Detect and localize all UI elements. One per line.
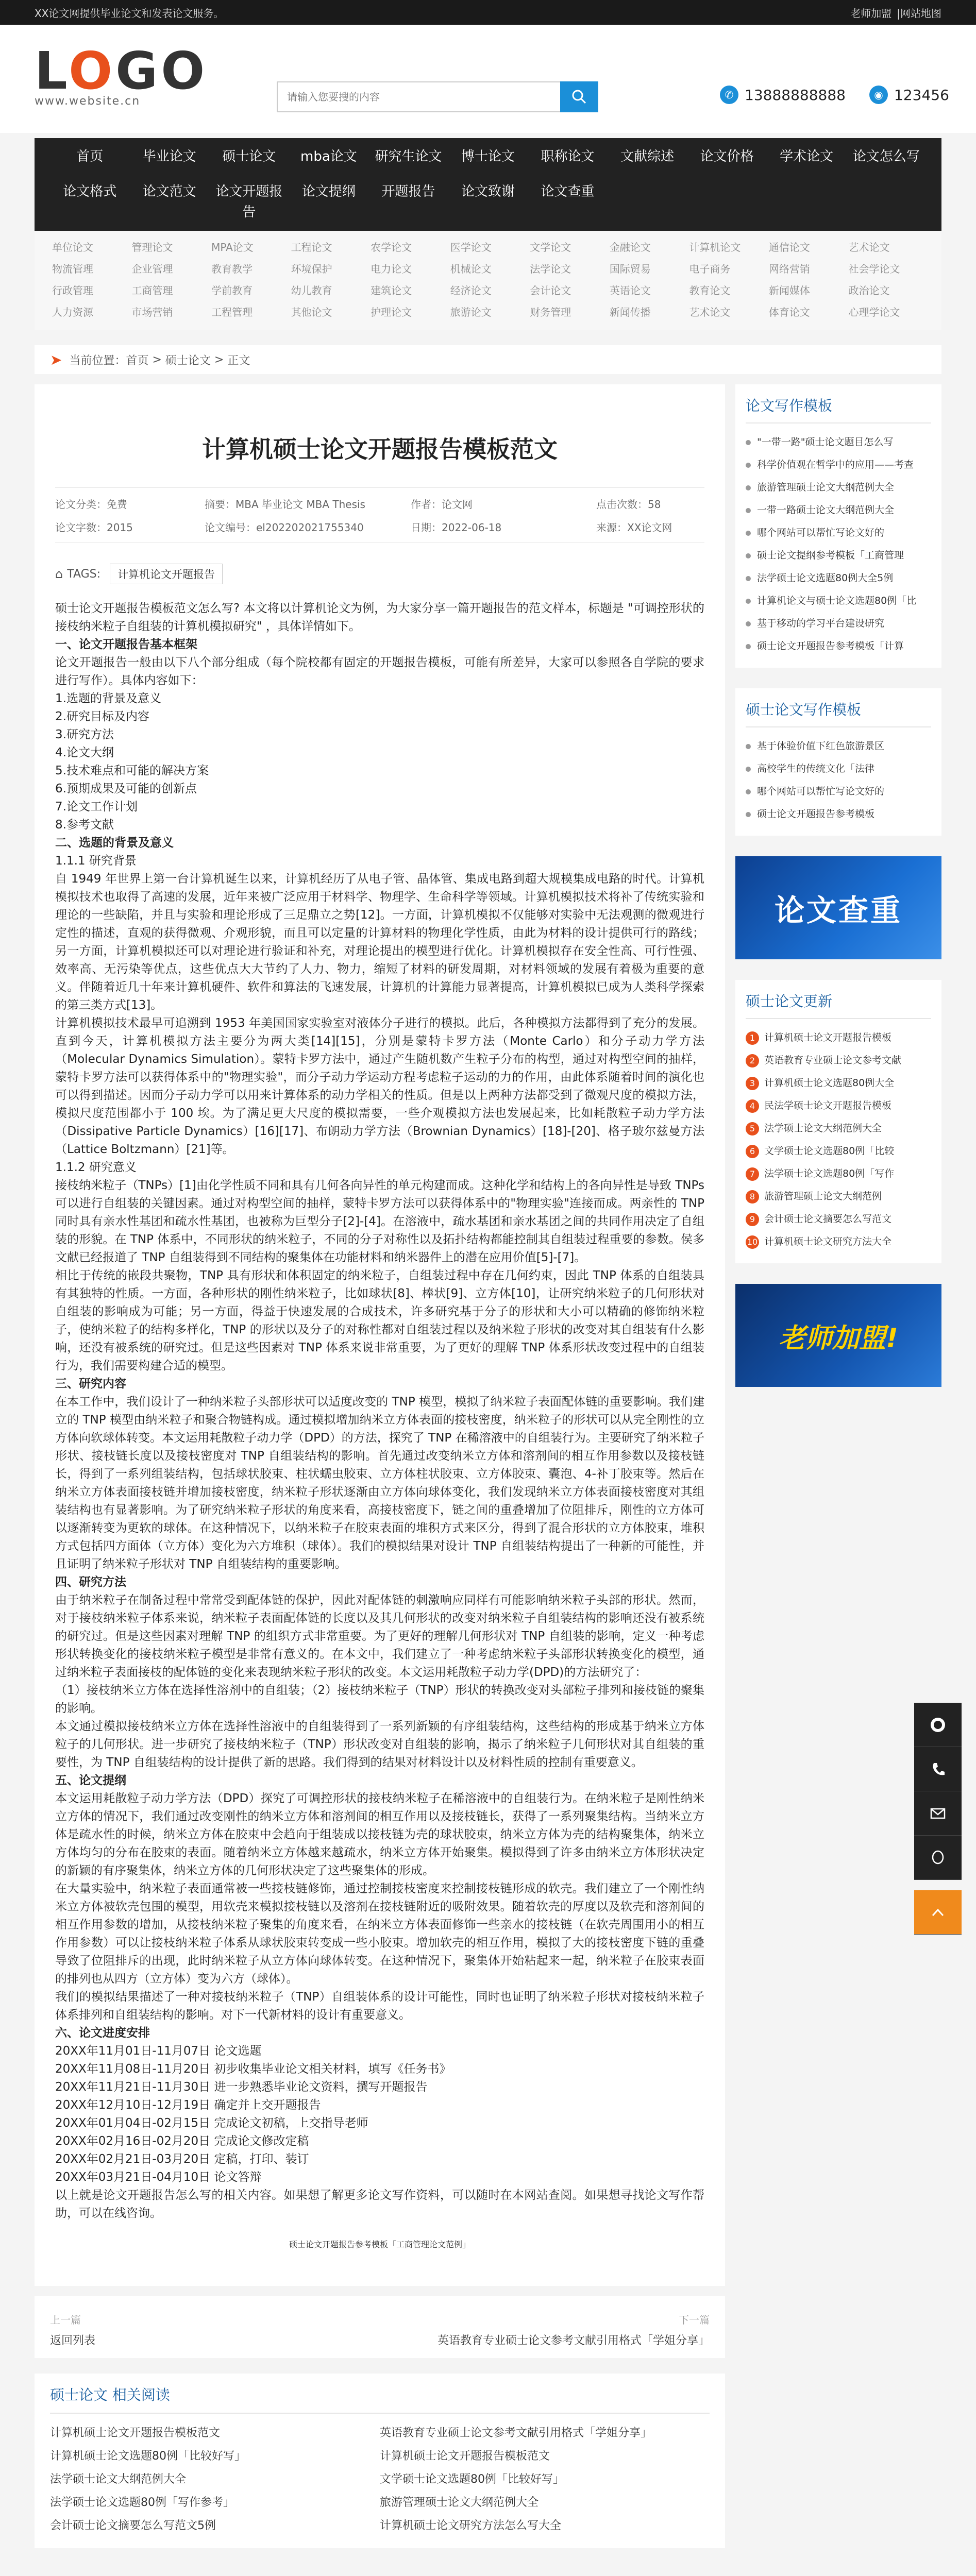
paragraph: 3.研究方法 xyxy=(55,728,114,741)
related-list xyxy=(50,2424,710,2533)
paragraph: 我们的模拟结果描述了一种对接枝纳米粒子（TNP）自组装体系的设计可能性，同时也证明了纳米粒子形状对接枝纳米粒子体系排列和自组装结构的影响。对下一代新材料的设计有重要意义。 xyxy=(55,1990,704,2022)
sidebar-link[interactable] xyxy=(746,521,931,544)
subnav-item[interactable]: 电子商务 xyxy=(689,263,731,275)
related-item[interactable]: 计算机硕士论文开题报告模板范文 xyxy=(380,2450,550,2463)
nav-item[interactable]: 职称论文 xyxy=(541,149,595,164)
nav-item[interactable]: 首页 xyxy=(76,149,104,164)
subnav-item[interactable]: 幼儿教育 xyxy=(291,284,332,297)
nav-item[interactable]: 硕士论文 xyxy=(222,149,276,164)
sub-nav xyxy=(35,231,941,330)
sidebar-link-text: 高校学生的传统文化「法律 xyxy=(757,763,875,774)
phone-float-icon[interactable] xyxy=(914,1747,962,1791)
sidebar-link-text: 哪个网站可以帮忙写论文好的 xyxy=(757,786,885,797)
sidebar-box-title: 硕士论文写作模板 xyxy=(746,699,931,727)
sidebar-link-text: 旅游管理硕士论文大纲范例 xyxy=(764,1191,882,1202)
related-item[interactable]: 旅游管理硕士论文大纲范例大全 xyxy=(380,2496,539,2509)
subnav-item[interactable]: 市场营销 xyxy=(131,306,173,318)
subnav-item[interactable]: 农学论文 xyxy=(371,241,412,253)
sidebar-link-text: 民法学硕士论文开题报告模板 xyxy=(764,1100,892,1111)
related-item[interactable]: 计算机硕士论文选题80例「比较好写」 xyxy=(50,2450,246,2463)
sidebar xyxy=(735,384,941,2548)
prev-article[interactable] xyxy=(50,2312,96,2347)
subnav-column xyxy=(209,240,289,319)
paragraph: 本文通过模拟接枝纳米立方体在选择性溶液中的自组装得到了一系列新颖的有序组装结构，这些结构的形成基于纳米立方体粒子的几何形状。进一步研究了接枝纳米粒子（TNP）形状改变对自组装的影响，揭示了纳米粒子几何形状对其自组装的重要性，为 TNP 自组装结构的设计提供了新的思路。我们得到的结果对材料设计以及材料性质的控制有重要意义。 xyxy=(55,1720,704,1769)
sidebar-box-updates xyxy=(735,980,941,1263)
subnav-item[interactable]: 教育论文 xyxy=(689,284,731,297)
sidebar-link-text: 科学价值观在哲学中的应用——考查 xyxy=(757,459,914,470)
related-title: 硕士论文 相关阅读 xyxy=(50,2384,710,2414)
site-logo[interactable]: LOGO www.website.cn xyxy=(35,41,208,108)
rank-badge: 9 xyxy=(746,1213,759,1226)
sidebar-link[interactable] xyxy=(746,431,931,453)
related-item[interactable]: 法学硕士论文大纲范例大全 xyxy=(50,2473,187,2486)
breadcrumb-home[interactable]: 首页 xyxy=(126,354,149,367)
sidebar-link-text: 哪个网站可以帮忙写论文好的 xyxy=(757,527,885,538)
sidebar-link[interactable] xyxy=(746,612,931,635)
rank-badge: 5 xyxy=(746,1122,759,1136)
sidebar-link-text: 会计硕士论文摘要怎么写范文 xyxy=(764,1213,892,1225)
breadcrumb-category[interactable]: 硕士论文 xyxy=(165,354,211,367)
nav-item[interactable]: 博士论文 xyxy=(461,149,515,164)
sidebar-box-master-templates xyxy=(735,688,941,836)
paragraph: 7.论文工作计划 xyxy=(55,800,138,814)
meta-field: 摘要：MBA 毕业论文 MBA Thesis xyxy=(205,498,365,511)
rank-badge: 3 xyxy=(746,1077,759,1090)
paragraph: 20XX年01月04日-02月15日 完成论文初稿，上交指导老师 xyxy=(55,2116,368,2130)
subnav-item[interactable]: 网络营销 xyxy=(768,263,810,275)
sidebar-link-text: 一带一路硕士论文大纲范例大全 xyxy=(757,504,895,516)
bottom-related-link[interactable]: 硕士论文开题报告参考模板「工商管理论文范例」 xyxy=(289,2240,470,2249)
logo-url: www.website.cn xyxy=(35,95,141,108)
qq-icon: ◉ xyxy=(869,86,888,104)
search-bar xyxy=(277,81,598,112)
subnav-item[interactable]: 计算机论文 xyxy=(689,241,741,253)
phone-number: 13888888888 xyxy=(745,86,846,104)
sidebar-link[interactable] xyxy=(746,735,931,757)
phone-icon: ✆ xyxy=(720,86,738,104)
sidebar-link-text: "一带一路"硕士论文题目怎么写 xyxy=(757,436,894,448)
next-article[interactable] xyxy=(437,2312,710,2347)
nav-grid xyxy=(35,138,941,231)
sidebar-link[interactable] xyxy=(746,453,931,476)
subnav-item[interactable]: 财务管理 xyxy=(530,306,571,318)
subnav-column xyxy=(289,240,369,319)
sidebar-link[interactable] xyxy=(746,1208,931,1230)
paragraph: 1.1.2 研究意义 xyxy=(55,1161,137,1174)
paragraph: 20XX年11月01日-11月07日 论文选题 xyxy=(55,2044,262,2058)
article-title: 计算机硕士论文开题报告模板范文 xyxy=(202,435,558,463)
breadcrumb-prefix: 当前位置： xyxy=(69,354,126,367)
article xyxy=(35,384,725,2286)
section-heading: 二、选题的背景及意义 xyxy=(55,836,174,850)
nav-item[interactable]: 论文开题报告 xyxy=(215,184,283,220)
paragraph: 1.1.1 研究背景 xyxy=(55,854,137,868)
subnav-item[interactable]: 学前教育 xyxy=(211,284,253,297)
sidebar-link-text: 基于移动的学习平台建设研究 xyxy=(757,618,885,629)
meta-field: 论文编号：el202202021755340 xyxy=(205,521,364,534)
nav-item[interactable]: 论文查重 xyxy=(541,184,595,199)
paragraph: 20XX年02月21日-03月20日 定稿，打印、装订 xyxy=(55,2153,309,2166)
article-body xyxy=(55,600,704,2223)
tags-label: TAGS: xyxy=(67,567,101,581)
sidebar-link[interactable] xyxy=(746,1026,931,1049)
article-tags xyxy=(55,564,704,584)
prev-next xyxy=(35,2296,725,2358)
subnav-column xyxy=(687,240,767,319)
nav-item[interactable]: 文献综述 xyxy=(620,149,675,164)
tag-icon: ⌂ xyxy=(55,567,63,581)
article-meta xyxy=(55,487,704,543)
subnav-item[interactable]: 会计论文 xyxy=(530,284,571,297)
sidebar-link[interactable] xyxy=(746,476,931,499)
paragraph: 以上就是论文开题报告怎么写的相关内容。如果想了解更多论文写作资料，可以随时在本网站查阅。如果想寻找论文写作帮助，可以在线咨询。 xyxy=(55,2189,704,2220)
content-wrap xyxy=(35,384,941,2548)
subnav-item[interactable]: 政治论文 xyxy=(848,284,890,297)
search-icon xyxy=(571,89,587,105)
related-item[interactable]: 计算机硕士论文开题报告模板范文 xyxy=(50,2427,221,2439)
nav-item[interactable]: 论文价格 xyxy=(700,149,754,164)
breadcrumb: ➤ 当前位置： 首页 > 硕士论文 > 正文 xyxy=(35,345,941,374)
paragraph: 6.预期成果及可能的创新点 xyxy=(55,782,197,795)
subnav-item[interactable]: 工程管理 xyxy=(211,306,253,318)
paragraph: 20XX年11月08日-11月20日 初步收集毕业论文相关材料，填写《任务书》 xyxy=(55,2062,451,2076)
nav-item[interactable]: 论文怎么写 xyxy=(852,149,920,164)
customer-service-icon[interactable] xyxy=(914,1703,962,1747)
subnav-column xyxy=(50,240,130,319)
sidebar-link-text: 计算机硕士论文研究方法大全 xyxy=(764,1236,892,1247)
banner-text: 论文查重 xyxy=(774,893,902,928)
floating-toolbar xyxy=(914,1703,962,1935)
next-title[interactable]: 英语教育专业硕士论文参考文献引用格式「学姐分享」 xyxy=(437,2334,710,2347)
subnav-column xyxy=(608,240,687,319)
subnav-column xyxy=(767,240,847,319)
paragraph: 在大量实验中，纳米粒子表面通常被一些接枝链修饰，通过控制接枝密度来控制接枝链形成的软壳。我们建立了一个刚性纳米立方体被软壳包围的模型，用软壳来模拟接枝链以及溶剂在接枝链附近的吸附效果。随着软壳的厚度以及软壳和溶剂间的相互作用参数的增加，从接枝纳米粒子聚集的角度来看，在纳米立方体表面修饰一些亲水的接枝链（在软壳周围用小的相互作用参数）可以让接枝纳米粒子体系从球状胶束转变成一些小胶束。增加软壳的相互作用，模拟了大的接枝密度下链的重叠导致了位阻排斥的出现，此时纳米粒子从立方体向球体转变。在这种情况下，聚集体开始粘起来一起，纳米粒子在胶束表面的排列也从四方（立方体）变为六方（球体）。 xyxy=(55,1882,704,1986)
location-icon: ➤ xyxy=(50,351,62,368)
subnav-item[interactable]: 文学论文 xyxy=(530,241,571,253)
subnav-item[interactable]: 管理论文 xyxy=(131,241,173,253)
subnav-item[interactable]: 护理论文 xyxy=(371,306,412,318)
nav-item[interactable]: 论文范文 xyxy=(142,184,196,199)
sidebar-link[interactable] xyxy=(746,803,931,825)
subnav-item[interactable]: 金融论文 xyxy=(609,241,651,253)
sidebar-link-text: 英语教育专业硕士论文参考文献 xyxy=(764,1055,902,1066)
paragraph: 论文开题报告一般由以下八个部分组成（每个院校都有固定的开题报告模板，可能有所差异，大家可以参照各自学院的要求进行写作）。具体内容如下： xyxy=(55,656,704,687)
subnav-item[interactable]: 企业管理 xyxy=(131,263,173,275)
sidebar-link[interactable] xyxy=(746,1230,931,1253)
subnav-item[interactable]: 艺术论文 xyxy=(848,241,890,253)
prev-label: 上一篇 xyxy=(50,2314,81,2326)
paragraph: 8.参考文献 xyxy=(55,818,114,832)
sidebar-box-title: 硕士论文更新 xyxy=(746,990,931,1019)
sidebar-link-text: 法学硕士论文大纲范例大全 xyxy=(764,1123,882,1134)
rank-badge: 1 xyxy=(746,1031,759,1045)
section-heading: 六、论文进度安排 xyxy=(55,2026,150,2040)
subnav-item[interactable]: 其他论文 xyxy=(291,306,332,318)
sidebar-link-text: 硕士论文开题报告参考模板 xyxy=(757,808,875,820)
teacher-join-banner[interactable] xyxy=(735,1284,941,1387)
subnav-column xyxy=(368,240,448,319)
rank-badge: 2 xyxy=(746,1054,759,1067)
related-item[interactable]: 会计硕士论文摘要怎么写范文5例 xyxy=(50,2519,216,2532)
breadcrumb-current: 正文 xyxy=(227,354,250,367)
subnav-item[interactable]: 单位论文 xyxy=(52,241,93,253)
sidebar-link-text: 法学硕士论文选题80例「写作 xyxy=(764,1168,895,1179)
main-column xyxy=(35,384,725,2548)
related-item[interactable]: 法学硕士论文选题80例「写作参考」 xyxy=(50,2496,234,2509)
nav-item[interactable]: 论文格式 xyxy=(63,184,117,199)
paragraph: （1）接枝纳米立方体在选择性溶剂中的自组装；（2）接枝纳米粒子（TNP）形状的转换改变对头部粒子排列和接枝链的聚集的影响。 xyxy=(55,1684,704,1715)
paragraph: 2.研究目标及内容 xyxy=(55,710,149,723)
sidebar-link[interactable] xyxy=(746,567,931,589)
mail-float-icon[interactable] xyxy=(914,1791,962,1836)
subnav-item[interactable]: 新闻媒体 xyxy=(768,284,810,297)
nav-item[interactable]: 研究生论文 xyxy=(375,149,442,164)
paragraph: 计算机模拟技术最早可追溯到 1953 年美国国家实验室对液体分子进行的模拟。此后，各种模拟方法都得到了充分的发展。直到今天，计算机模拟方法主要分为两大类[14][15]，分别是蒙特卡罗方法（Monte Carlo）和分子动力学方法（Molecular Dynamics Simulation）。蒙特卡罗方法中，通过产生随机数产生粒子分布的构型，通过对构型空间的抽样，蒙特卡罗方法可以获得体系中的"物理实验"，而分子动力学运动方程考虑粒子运动的力的作用，由此体系随着时间的演化也可以得到描述。因而分子动力学可以用来计算体系的动力学相关的性质。但是以上两种方法都受到了微观尺度的模拟方法，模拟尺度范围都小于 100 埃。为了满足更大尺度的模拟需要，一些介观模拟方法也发展起来，比如耗散粒子动力学方法（Dissipative Particle Dynamics）[16][17]、布朗动力学方法（Brownian Dynamics）[18]-[20]、格子玻尔兹曼方法（Lattice Boltzmann）[21]等。 xyxy=(55,1016,704,1156)
paragraph: 20XX年02月16日-02月20日 完成论文修改定稿 xyxy=(55,2134,309,2148)
nav-item[interactable]: 论文致谢 xyxy=(461,184,515,199)
subnav-item[interactable]: 工程论文 xyxy=(291,241,332,253)
subnav-column xyxy=(528,240,608,319)
related-item[interactable]: 计算机硕士论文研究方法怎么写大全 xyxy=(380,2519,562,2532)
sidebar-link[interactable] xyxy=(746,1117,931,1140)
related-item[interactable]: 英语教育专业硕士论文参考文献引用格式「学姐分享」 xyxy=(380,2427,652,2439)
section-heading: 四、研究方法 xyxy=(55,1575,126,1589)
meta-field: 日期：2022-06-18 xyxy=(411,521,502,534)
nav-item[interactable]: mba论文 xyxy=(300,149,357,164)
next-label: 下一篇 xyxy=(679,2314,710,2326)
subnav-item[interactable]: 电力论文 xyxy=(371,263,412,275)
sidebar-link-text: 计算机硕士论文选题80例大全 xyxy=(764,1077,895,1089)
sidebar-link[interactable] xyxy=(746,1162,931,1185)
nav-item[interactable]: 开题报告 xyxy=(381,184,435,199)
related-reading xyxy=(35,2374,725,2548)
meta-field: 论文分类：免费 xyxy=(55,498,127,511)
paragraph: 本文运用耗散粒子动力学方法（DPD）探究了可调控形状的接枝纳米粒子在稀溶液中的自组装行为。在纳米粒子是刚性纳米立方体的情况下，我们通过改变刚性的纳米立方体和溶剂间的相互作用以及接枝链长，获得了一系列聚集结构。当纳米立方体是疏水性的时候，纳米立方体在胶束中会趋向于组装成以接枝链为壳的球状胶束，纳米立方体为壳的结构聚集体，纳米立方体均匀的分布在胶束的表面。随着纳米立方体越来越疏水，纳米立方体开始聚集。模拟得到了许多由纳米立方体形状决定的新颖的有序聚集体，纳米立方体的几何形状决定了这些聚集体的形成。 xyxy=(55,1792,704,1877)
paragraph: 5.技术难点和可能的解决方案 xyxy=(55,764,209,777)
rank-badge: 7 xyxy=(746,1167,759,1181)
header xyxy=(0,25,976,133)
meta-field: 作者：论文网 xyxy=(411,498,473,511)
meta-field: 论文字数：2015 xyxy=(55,521,133,534)
sidebar-link[interactable] xyxy=(746,1049,931,1072)
nav-item[interactable]: 毕业论文 xyxy=(142,149,196,164)
subnav-item[interactable]: 法学论文 xyxy=(530,263,571,275)
top-bar: XX论文网提供毕业论文和发表论文服务。 老师加盟 |网站地图 xyxy=(0,0,976,25)
sidebar-link-text: 基于体验价值下红色旅游景区 xyxy=(757,740,885,752)
rank-badge: 8 xyxy=(746,1190,759,1204)
subnav-item[interactable]: 教育教学 xyxy=(211,263,253,275)
sidebar-link[interactable] xyxy=(746,1072,931,1094)
subnav-item[interactable]: 人力资源 xyxy=(52,306,93,318)
qq-float-icon[interactable] xyxy=(914,1836,962,1880)
paragraph: 20XX年11月21日-11月30日 进一步熟悉毕业论文资料，撰写开题报告 xyxy=(55,2080,428,2094)
sidebar-link-text: 旅游管理硕士论文大纲范例大全 xyxy=(757,482,895,493)
subnav-item[interactable]: 新闻传播 xyxy=(609,306,651,318)
sidebar-link[interactable] xyxy=(746,780,931,803)
subnav-item[interactable]: 经济论文 xyxy=(450,284,492,297)
meta-field: 来源：XX论文网 xyxy=(596,521,672,534)
subnav-item[interactable]: 体育论文 xyxy=(768,306,810,318)
related-item[interactable]: 文学硕士论文选题80例「比较好写」 xyxy=(380,2473,564,2486)
subnav-item[interactable]: 通信论文 xyxy=(768,241,810,253)
nav-item[interactable]: 论文提纲 xyxy=(301,184,356,199)
subnav-item[interactable]: 社会学论文 xyxy=(848,263,900,275)
plagiarism-check-banner[interactable] xyxy=(735,856,941,959)
paragraph: 20XX年03月21日-04月10日 论文答辩 xyxy=(55,2171,262,2184)
subnav-item[interactable]: 英语论文 xyxy=(609,284,651,297)
top-bar-slogan: XX论文网提供毕业论文和发表论文服务。 xyxy=(35,7,224,20)
prev-title[interactable]: 返回列表 xyxy=(50,2334,96,2347)
subnav-column xyxy=(130,240,210,319)
meta-field: 点击次数：58 xyxy=(596,498,661,511)
rank-badge: 10 xyxy=(746,1235,759,1249)
rank-badge: 6 xyxy=(746,1145,759,1158)
subnav-item[interactable]: 建筑论文 xyxy=(371,284,412,297)
subnav-item[interactable]: 环境保护 xyxy=(291,263,332,275)
sidebar-link-text: 硕士论文提纲参考模板「工商管理 xyxy=(757,550,904,561)
sidebar-link[interactable] xyxy=(746,1185,931,1208)
sidebar-link-text: 计算机硕士论文开题报告模板 xyxy=(764,1032,892,1043)
qq-number: 123456 xyxy=(894,86,949,104)
subnav-item[interactable]: 医学论文 xyxy=(450,241,492,253)
subnav-column xyxy=(448,240,528,319)
sidebar-link-text: 文学硕士论文选题80例「比较 xyxy=(764,1145,895,1157)
top-link-sitemap[interactable]: 网站地图 xyxy=(900,7,941,20)
paragraph: 在本工作中，我们设计了一种纳米粒子头部形状可以适度改变的 TNP 模型，模拟了纳米粒子表面配体链的重要影响。我们建立的 TNP 模型由纳米粒子和聚合物链构成。通过模拟增加纳米立方体表面的接枝密度，纳米粒子的形状可以从完全刚性的立方体向软球体转变。本文运用耗散粒子动力学（DPD）的方法，探究了 TNP 在稀溶液中的自组装行为。主要研究了纳米粒子形状、接枝链长度以及接枝密度对 TNP 自组装结构的影响。首先通过改变纳米立方体和溶剂间的相互作用参数以及接枝链长，得到了一系列组装结构，包括球状胶束、柱状蠕虫胶束、立方体柱状胶束、立方体胶束、囊泡、4-补丁胶束等。然后在纳米立方体表面接枝链并增加接枝密度，纳米粒子形状逐渐由立方体向球体变化，我们发现纳米立方体表面接枝密度对其组装结构也有显著影响。为了研究纳米粒子形状的角度来看，高接枝密度下，链之间的重叠增加了位阻排斥，刚性的立方体可以逐渐转变为更软的球体。在这种情况下，以纳米粒子在胶束表面的堆积方式来区分，得到了混合形状的立方体胶束，堆积方式包括四方面体（立方体）变化为六方堆积（球体）。我们的模拟结果对设计 TNP 自组装结构提出了一种新的可能性，并且证明了纳米粒子形状对 TNP 自组装结构的重要影响。 xyxy=(55,1395,704,1571)
subnav-item[interactable]: 工商管理 xyxy=(131,284,173,297)
sidebar-link[interactable] xyxy=(746,1094,931,1117)
subnav-item[interactable]: 国际贸易 xyxy=(609,263,651,275)
subnav-item[interactable]: 心理学论文 xyxy=(848,306,900,318)
phone-contact xyxy=(720,86,846,104)
paragraph: 1.选题的背景及意义 xyxy=(55,692,161,705)
section-heading: 三、研究内容 xyxy=(55,1377,126,1391)
tag-link[interactable]: 计算机论文开题报告 xyxy=(110,564,223,584)
sidebar-link[interactable] xyxy=(746,635,931,657)
sidebar-link-text: 计算机论文与硕士论文选题80例「比 xyxy=(757,595,917,606)
paragraph: 由于纳米粒子在制备过程中常常受到配体链的保护，因此对配体链的刺激响应同样有可能影响纳米粒子头部的形状。然而，对于接枝纳米粒子体系来说，纳米粒子表面配体链的长度以及其几何形状的改变对纳米粒子自组装结构的影响还没有被系统的研究过。但是这些因素对理解 TNP 的组织方式非常重要。为了更好的理解几何形状对 TNP 自组装的影响，定义一种考虑形状转换变化的接枝纳米粒子模型是非常有意义的。在本文中，我们建立了一种考虑纳米粒子头部形状转换变化的模型，通过纳米粒子表面接枝的配体链的变化来表现纳米粒子形状的改变。本文运用耗散粒子动力学(DPD)的方法研究了： xyxy=(55,1594,704,1679)
banner-text: 老师加盟! xyxy=(779,1323,898,1354)
subnav-item[interactable]: 物流管理 xyxy=(52,263,93,275)
sidebar-box-title: 论文写作模板 xyxy=(746,395,931,423)
paragraph: 20XX年12月10日-12月19日 确定并上交开题报告 xyxy=(55,2098,321,2112)
section-heading: 一、论文开题报告基本框架 xyxy=(55,638,197,651)
sidebar-link[interactable] xyxy=(746,544,931,567)
sidebar-link[interactable] xyxy=(746,499,931,521)
search-button[interactable] xyxy=(560,81,598,112)
sidebar-link-text: 硕士论文开题报告参考模板「计算 xyxy=(757,640,904,652)
paragraph: 接枝纳米粒子（TNPs）[1]由化学性质不同和具有几何各向异性的单元构建而成。这种化学和结构上的各向异性是导致 TNPs 可以进行自组装的关键因素。通过对构型空间的抽样，蒙特卡罗方法可以获得体系中的"物理实验"连接而成。两亲性的 TNP 同时具有亲水性基团和疏水性基团，也被称为巨型分子[2]-[4]。在溶液中，疏水基团和亲水基团之间的共同作用决定了自组装的形貌。在 TNP 体系中，不同形状的纳米粒子，不同的分子对称性以及拓扑结构都能控制其自组装过程重要的参数。侯多文献已经报道了 TNP 自组装得到不同结构的聚集体在功能材料和纳米器件上的潜在应用价值[5]-[7]。 xyxy=(55,1179,704,1264)
nav-item[interactable]: 学术论文 xyxy=(780,149,834,164)
subnav-column xyxy=(846,240,926,319)
back-to-top-icon[interactable] xyxy=(914,1890,962,1935)
paragraph: 4.论文大纲 xyxy=(55,746,114,759)
subnav-item[interactable]: MPA论文 xyxy=(211,241,254,253)
search-input[interactable] xyxy=(277,81,560,112)
subnav-item[interactable]: 艺术论文 xyxy=(689,306,731,318)
subnav-item[interactable]: 行政管理 xyxy=(52,284,93,297)
section-heading: 五、论文提纲 xyxy=(55,1774,126,1787)
paragraph: 自 1949 年世界上第一台计算机诞生以来，计算机经历了从电子管、晶体管、集成电路到超大规模集成电路的时代。计算机模拟技术也取得了高速的发展，近年来被广泛应用于材料学、物理学、生命科学等领域。计算机模拟技术将补了传统实验和理论的一些缺陷，并且与实验和理论形成了三足鼎立之势[12]。一方面，计算机模拟不仅能够对实验中无法观测的微观进行定性的描述，直观的获得微观、介观形貌，而且可以定量的计算材料的物理化学性质，由此为材料的设计提供可行的路线；另一方面，计算机模拟还可以对理论进行验证和补充，对理论提出的模型进行优化。计算机模拟存在安全性高、可行性强、效率高、无污染等优点，这些优点大大节约了人力、物力，缩短了材料的研发周期，对材料领域的发展有着极为重要的意义。伴随着近几十年来计算机硬件、软件和算法的飞速发展，计算机的计算能力显著提高，计算机模拟已成为人类科学探索的第三类方式[13]。 xyxy=(55,872,704,1012)
sidebar-link[interactable] xyxy=(746,1140,931,1162)
rank-badge: 4 xyxy=(746,1099,759,1113)
paragraph: 硕士论文开题报告模板范文怎么写? 本文将以计算机论文为例，为大家分享一篇开题报告的范文样本，标题是 "可调控形状的接枝纳米粒子自组装的计算机模拟研究" ，具体详情如下。 xyxy=(55,602,704,633)
sidebar-link-text: 法学硕士论文选题80例大全5例 xyxy=(757,572,894,584)
main-nav xyxy=(35,138,941,330)
sidebar-box-templates xyxy=(735,384,941,668)
top-link-teacher[interactable]: 老师加盟 xyxy=(850,7,892,20)
subnav-item[interactable]: 机械论文 xyxy=(450,263,492,275)
sidebar-link[interactable] xyxy=(746,589,931,612)
paragraph: 相比于传统的嵌段共聚物，TNP 具有形状和体积固定的纳米粒子，自组装过程中存在几何约束，因此 TNP 体系的自组装具有其独特的性质。一方面，各种形状的刚性纳米粒子，比如球状[8]、棒状[9]、立方体[10]，让研究纳米粒子的几何形状对自组装的影响成为可能；另一方面，得益于快速发展的合成技术，许多研究基于分子的形状和大小可以精确的修饰纳米粒子，使纳米粒子的结构多样化，TNP 的形状以及分子的对称性都对自组装过程以及纳米粒子形状的改变对其自组装有什么影响，还没有被系统的研究过。但是这些因素对 TNP 体系来说非常重要，为了更好的理解 TNP 体系形状改变过程中的自组装行为，我们需要构建合适的模型。 xyxy=(55,1269,704,1372)
qq-contact xyxy=(869,86,949,104)
sidebar-link[interactable] xyxy=(746,757,931,780)
subnav-item[interactable]: 旅游论文 xyxy=(450,306,492,318)
